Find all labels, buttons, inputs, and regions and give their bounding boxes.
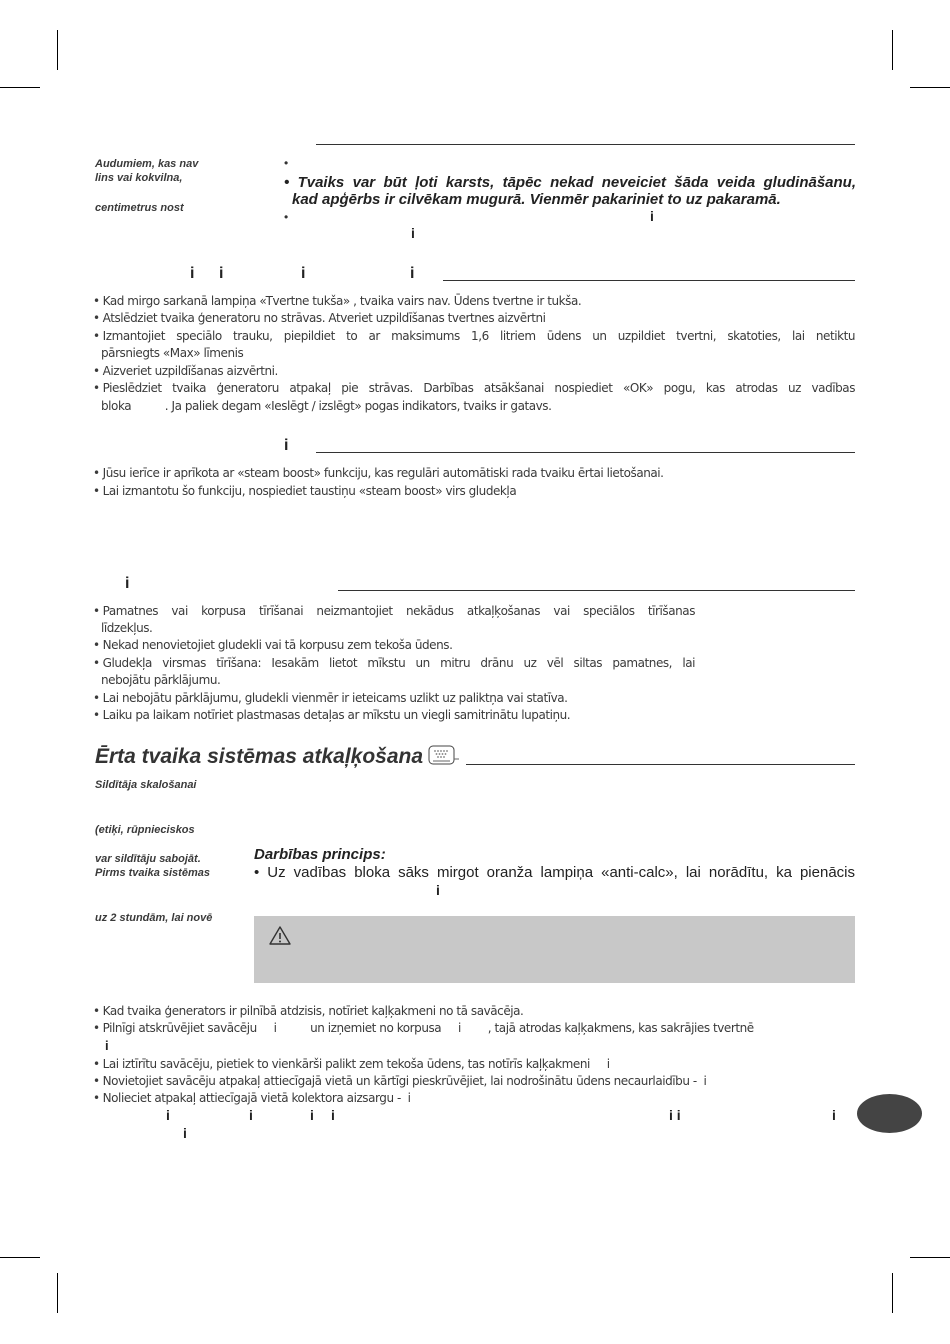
list-item: • Nolieciet atpakaļ attiecīgajā vietā kolektora aizsargu - i xyxy=(93,1090,410,1107)
list-item-continued: bloka . Ja paliek degam «Ieslēgt / izslēgt» pogas indikators, tvaiks ir gatavs. xyxy=(101,399,552,413)
section-rule xyxy=(443,280,855,281)
warning-bullet-empty: • xyxy=(284,156,289,170)
list-item: • Izmantojiet speciālo trauku, piepildiet to ar maksimums 1,6 litriem ūdens un uzpildiet tvertni, skatoties, lai netiktu xyxy=(93,328,855,345)
list-item: • Novietojiet savācēju atpakaļ attiecīgajā vietā un kārtīgi pieskrūvējiet, lai nodrošinātu ūdens necaurlaidību - i xyxy=(93,1073,706,1090)
heading-fragment: i xyxy=(125,575,130,592)
section-rule xyxy=(466,764,855,765)
warning-line: kad apģērbs ir cilvēkam mugurā. Vienmēr pakariniet to uz pakaramā. xyxy=(292,191,781,208)
side-note: centimetrus nost xyxy=(95,202,184,214)
crop-mark xyxy=(892,30,893,70)
list-item: • Pieslēdziet tvaika ģeneratoru atpakaļ pie strāvas. Darbības atsākšanai nospiediet «OK» pogu, kas atrodas uz vadības xyxy=(93,380,855,397)
text-fragment: i xyxy=(411,225,415,241)
list-item: • Atslēdziet tvaika ģeneratoru no strāvas. Atveriet uzpildīšanas tvertnes aizvērtni xyxy=(93,310,546,327)
crop-mark xyxy=(0,1257,40,1258)
side-note: Pirms tvaika sistēmas xyxy=(95,867,210,879)
list-item-continued: nebojātu pārklājumu. xyxy=(101,673,221,687)
warning-box xyxy=(254,916,855,983)
heading-fragment: i xyxy=(301,265,306,282)
descale-icon xyxy=(428,745,460,767)
text-fragment: i xyxy=(310,1107,314,1123)
principle-text: • Uz vadības bloka sāks mirgot oranža lampiņa «anti-calc», lai norādītu, ka pienācis xyxy=(254,864,856,881)
side-note: Sildītāja skalošanai xyxy=(95,779,197,791)
list-item: • Pilnīgi atskrūvējiet savācēju i un izņemiet no korpusa i , tajā atrodas kaļķakmens, kas sakrājies tvertnē xyxy=(93,1020,754,1037)
list-item: • Aizveriet uzpildīšanas aizvērtni. xyxy=(93,363,278,380)
heading-fragment: i xyxy=(284,437,289,454)
section-rule xyxy=(316,144,855,145)
page-number-badge xyxy=(857,1094,922,1133)
heading-fragment: i xyxy=(219,265,224,282)
list-item: • Nekad nenovietojiet gludekli vai tā korpusu zem tekoša ūdens. xyxy=(93,637,452,654)
list-item: • Lai nebojātu pārklājumu, gludekli vienmēr ir ieteicams uzlikt uz paliktņa vai statīva. xyxy=(93,690,568,707)
warning-bullet-empty: • xyxy=(284,210,289,224)
side-note: uz 2 stundām, lai novē xyxy=(95,912,213,924)
side-note: (etiķi, rūpnieciskos xyxy=(95,824,195,836)
side-note: lins vai kokvilna, xyxy=(95,172,183,184)
warning-line: • Tvaiks var būt ļoti karsts, tāpēc nekad neveiciet šāda veida gludināšanu, xyxy=(284,174,856,191)
list-item: • Kad mirgo sarkanā lampiņa «Tvertne tukša» , tvaika vairs nav. Ūdens tvertne ir tukša. xyxy=(93,293,581,310)
heading-fragment: i xyxy=(410,265,415,282)
warning-triangle-icon xyxy=(268,925,292,946)
crop-mark xyxy=(0,87,40,88)
list-item: • Pamatnes vai korpusa tīrīšanai neizmantojiet nekādus atkaļķošanas vai speciālos tīrīšanas xyxy=(93,603,695,620)
crop-mark xyxy=(57,30,58,70)
section-rule xyxy=(338,590,855,591)
crop-mark xyxy=(57,1273,58,1313)
crop-mark xyxy=(910,87,950,88)
list-item: • Gludekļa virsmas tīrīšana: Iesakām lietot mīkstu un mitru drānu uz vēl siltas pamatnes, lai xyxy=(93,655,695,672)
text-fragment: i xyxy=(832,1107,836,1123)
list-item: • Lai iztīrītu savācēju, pietiek to vienkārši palikt zem tekoša ūdens, tas notīrīs kaļķakmeni i xyxy=(93,1056,610,1073)
principle-title: Darbības princips: xyxy=(254,846,386,863)
side-note: Audumiem, kas nav xyxy=(95,158,199,170)
text-fragment: i xyxy=(650,208,654,224)
text-fragment: i xyxy=(105,1038,109,1053)
side-note: var sildītāju sabojāt. xyxy=(95,853,201,865)
text-fragment: i xyxy=(249,1107,253,1123)
text-fragment: i i xyxy=(669,1107,681,1123)
list-item: • Kad tvaika ģenerators ir pilnībā atdzisis, notīriet kaļķakmeni no tā savācēja. xyxy=(93,1003,523,1020)
text-fragment: i xyxy=(183,1125,187,1141)
list-item-continued: pārsniegts «Max» līmenis xyxy=(101,346,244,360)
text-fragment: i xyxy=(331,1107,335,1123)
text-fragment: i xyxy=(436,882,440,898)
list-item: • Laiku pa laikam notīriet plastmasas detaļas ar mīkstu un viegli samitrinātu lupatiņu. xyxy=(93,707,570,724)
crop-mark xyxy=(892,1273,893,1313)
list-item: • Lai izmantotu šo funkciju, nospiediet taustiņu «steam boost» virs gludekļa xyxy=(93,483,516,500)
crop-mark xyxy=(910,1257,950,1258)
list-item-continued: līdzekļus. xyxy=(101,621,153,635)
list-item: • Jūsu ierīce ir aprīkota ar «steam boost» funkciju, kas regulāri automātiski rada tvaiku ērtai lietošanai. xyxy=(93,465,664,482)
text-fragment: i xyxy=(166,1107,170,1123)
section-rule xyxy=(316,452,855,453)
heading-fragment: i xyxy=(190,265,195,282)
section-title: Ērta tvaika sistēmas atkaļķošana xyxy=(95,745,424,768)
